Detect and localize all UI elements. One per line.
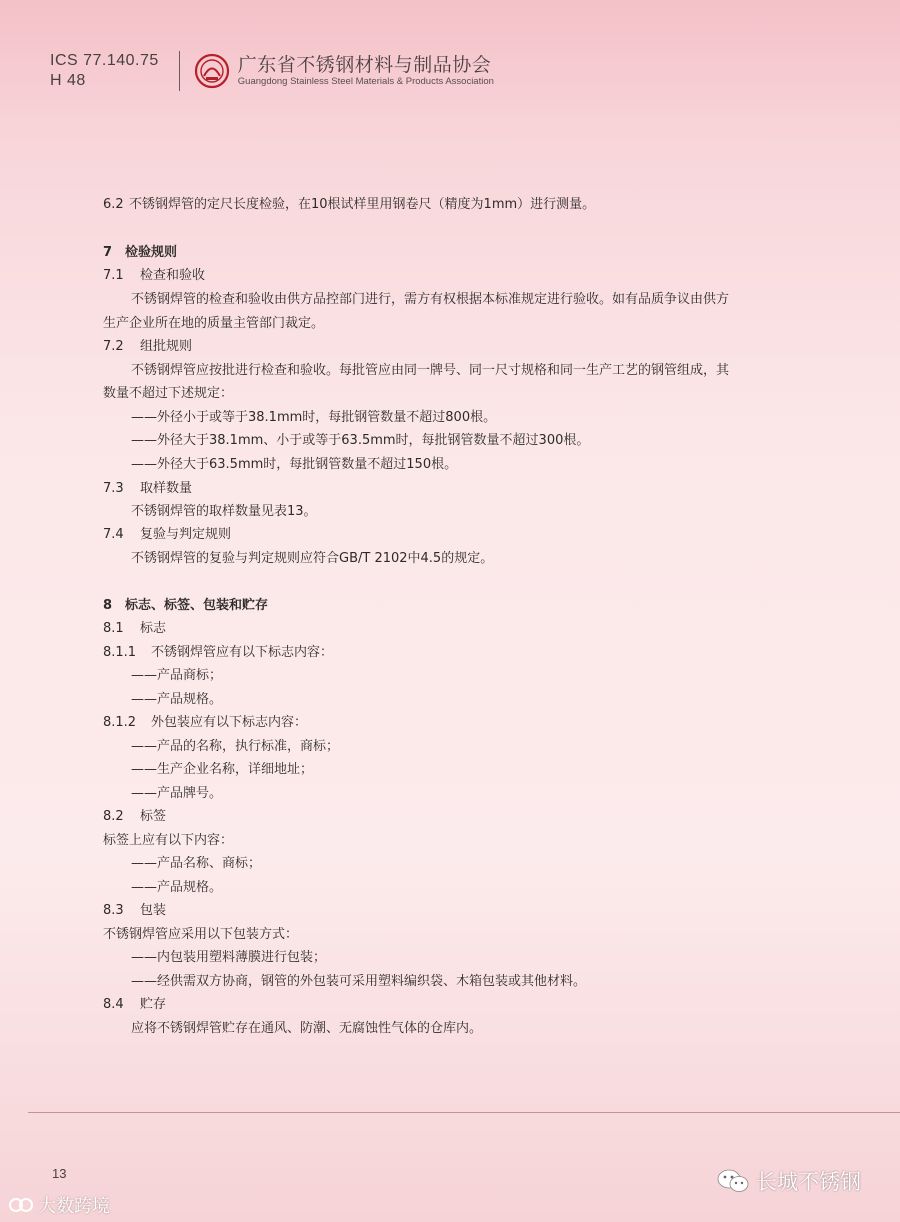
clause-8-2: 8.2 标签 xyxy=(103,809,167,824)
clause-7-1: 7.1 检查和验收 xyxy=(103,268,206,283)
clause-6-2: 6.2 不锈钢焊管的定尺长度检验，在10根试样里用钢卷尺（精度为1mm）进行测量。 xyxy=(103,197,596,212)
section-7-heading: 7 检验规则 xyxy=(103,245,178,260)
clause-8-1-2: 8.1.2 外包装应有以下标志内容： xyxy=(103,715,308,730)
paragraph-text: 不锈钢焊管的取样数量见表13。 xyxy=(131,504,317,519)
list-item: ——产品规格。 xyxy=(131,692,223,707)
association-name xyxy=(238,54,494,88)
clause-8-1: 8.1 标志 xyxy=(103,621,167,636)
paragraph-text: 不锈钢焊管应按批进行检查和验收。每批管应由同一牌号、同一尺寸规格和同一生产工艺的钢管组成，其 xyxy=(131,363,730,378)
association-name-en: Guangdong Stainless Steel Materials & Products Association xyxy=(237,76,494,87)
list-item: ——外径小于或等于38.1mm时，每批钢管数量不超过800根。 xyxy=(131,410,497,425)
list-item: ——产品名称、商标； xyxy=(131,856,262,871)
clause-7-4: 7.4 复验与判定规则 xyxy=(103,527,232,542)
watermark-left-text: 大数跨境 xyxy=(38,1196,110,1217)
clause-8-4: 8.4 贮存 xyxy=(103,997,167,1012)
page-number: 13 xyxy=(52,1166,67,1181)
footer-rule xyxy=(28,1112,900,1113)
list-item: ——经供需双方协商，钢管的外包装可采用塑料编织袋、木箱包装或其他材料。 xyxy=(131,974,587,989)
list-item: ——外径大于63.5mm时，每批钢管数量不超过150根。 xyxy=(131,457,458,472)
list-item: ——内包装用塑料薄膜进行包装； xyxy=(131,950,327,965)
association-logo-icon xyxy=(194,53,230,89)
list-item: ——生产企业名称，详细地址； xyxy=(131,762,314,777)
list-item: ——外径大于38.1mm、小于或等于63.5mm时，每批钢管数量不超过300根。 xyxy=(131,433,590,448)
paragraph-text: 生产企业所在地的质量主管部门裁定。 xyxy=(103,316,325,331)
list-item: ——产品规格。 xyxy=(131,880,223,895)
watermark-right xyxy=(716,1166,861,1196)
watermark-right-text: 长城不锈钢 xyxy=(756,1170,861,1194)
clause-8-1-1: 8.1.1 不锈钢焊管应有以下标志内容： xyxy=(103,645,334,660)
wechat-icon xyxy=(716,1168,750,1194)
ics-code: ICS 77.140.75 xyxy=(50,52,159,69)
watermark-logo-icon xyxy=(8,1195,34,1215)
clause-7-2: 7.2 组批规则 xyxy=(103,339,193,354)
list-item: ——产品牌号。 xyxy=(131,786,223,801)
clause-8-3: 8.3 包装 xyxy=(103,903,167,918)
list-item: ——产品的名称，执行标准，商标； xyxy=(131,739,340,754)
paragraph-text: 标签上应有以下内容： xyxy=(103,833,234,848)
page-header xyxy=(50,50,494,92)
h-code: H 48 xyxy=(50,72,86,89)
paragraph-text: 数量不超过下述规定： xyxy=(103,386,234,401)
paragraph-text: 不锈钢焊管的检查和验收由供方品控部门进行，需方有权根据本标准规定进行验收。如有品质争议由供方 xyxy=(131,292,730,307)
standard-codes xyxy=(50,51,159,91)
watermark-left xyxy=(8,1192,110,1218)
association-name-cn: 广东省不锈钢材料与制品协会 xyxy=(237,54,492,76)
list-item: ——产品商标； xyxy=(131,668,223,683)
clause-7-3: 7.3 取样数量 xyxy=(103,481,193,496)
paragraph-text: 不锈钢焊管的复验与判定规则应符合GB/T 2102中4.5的规定。 xyxy=(131,551,494,566)
paragraph-text: 不锈钢焊管应采用以下包装方式： xyxy=(103,927,299,942)
section-8-heading: 8 标志、标签、包装和贮存 xyxy=(103,598,269,613)
paragraph-text: 应将不锈钢焊管贮存在通风、防潮、无腐蚀性气体的仓库内。 xyxy=(131,1021,483,1036)
header-divider xyxy=(179,51,180,91)
